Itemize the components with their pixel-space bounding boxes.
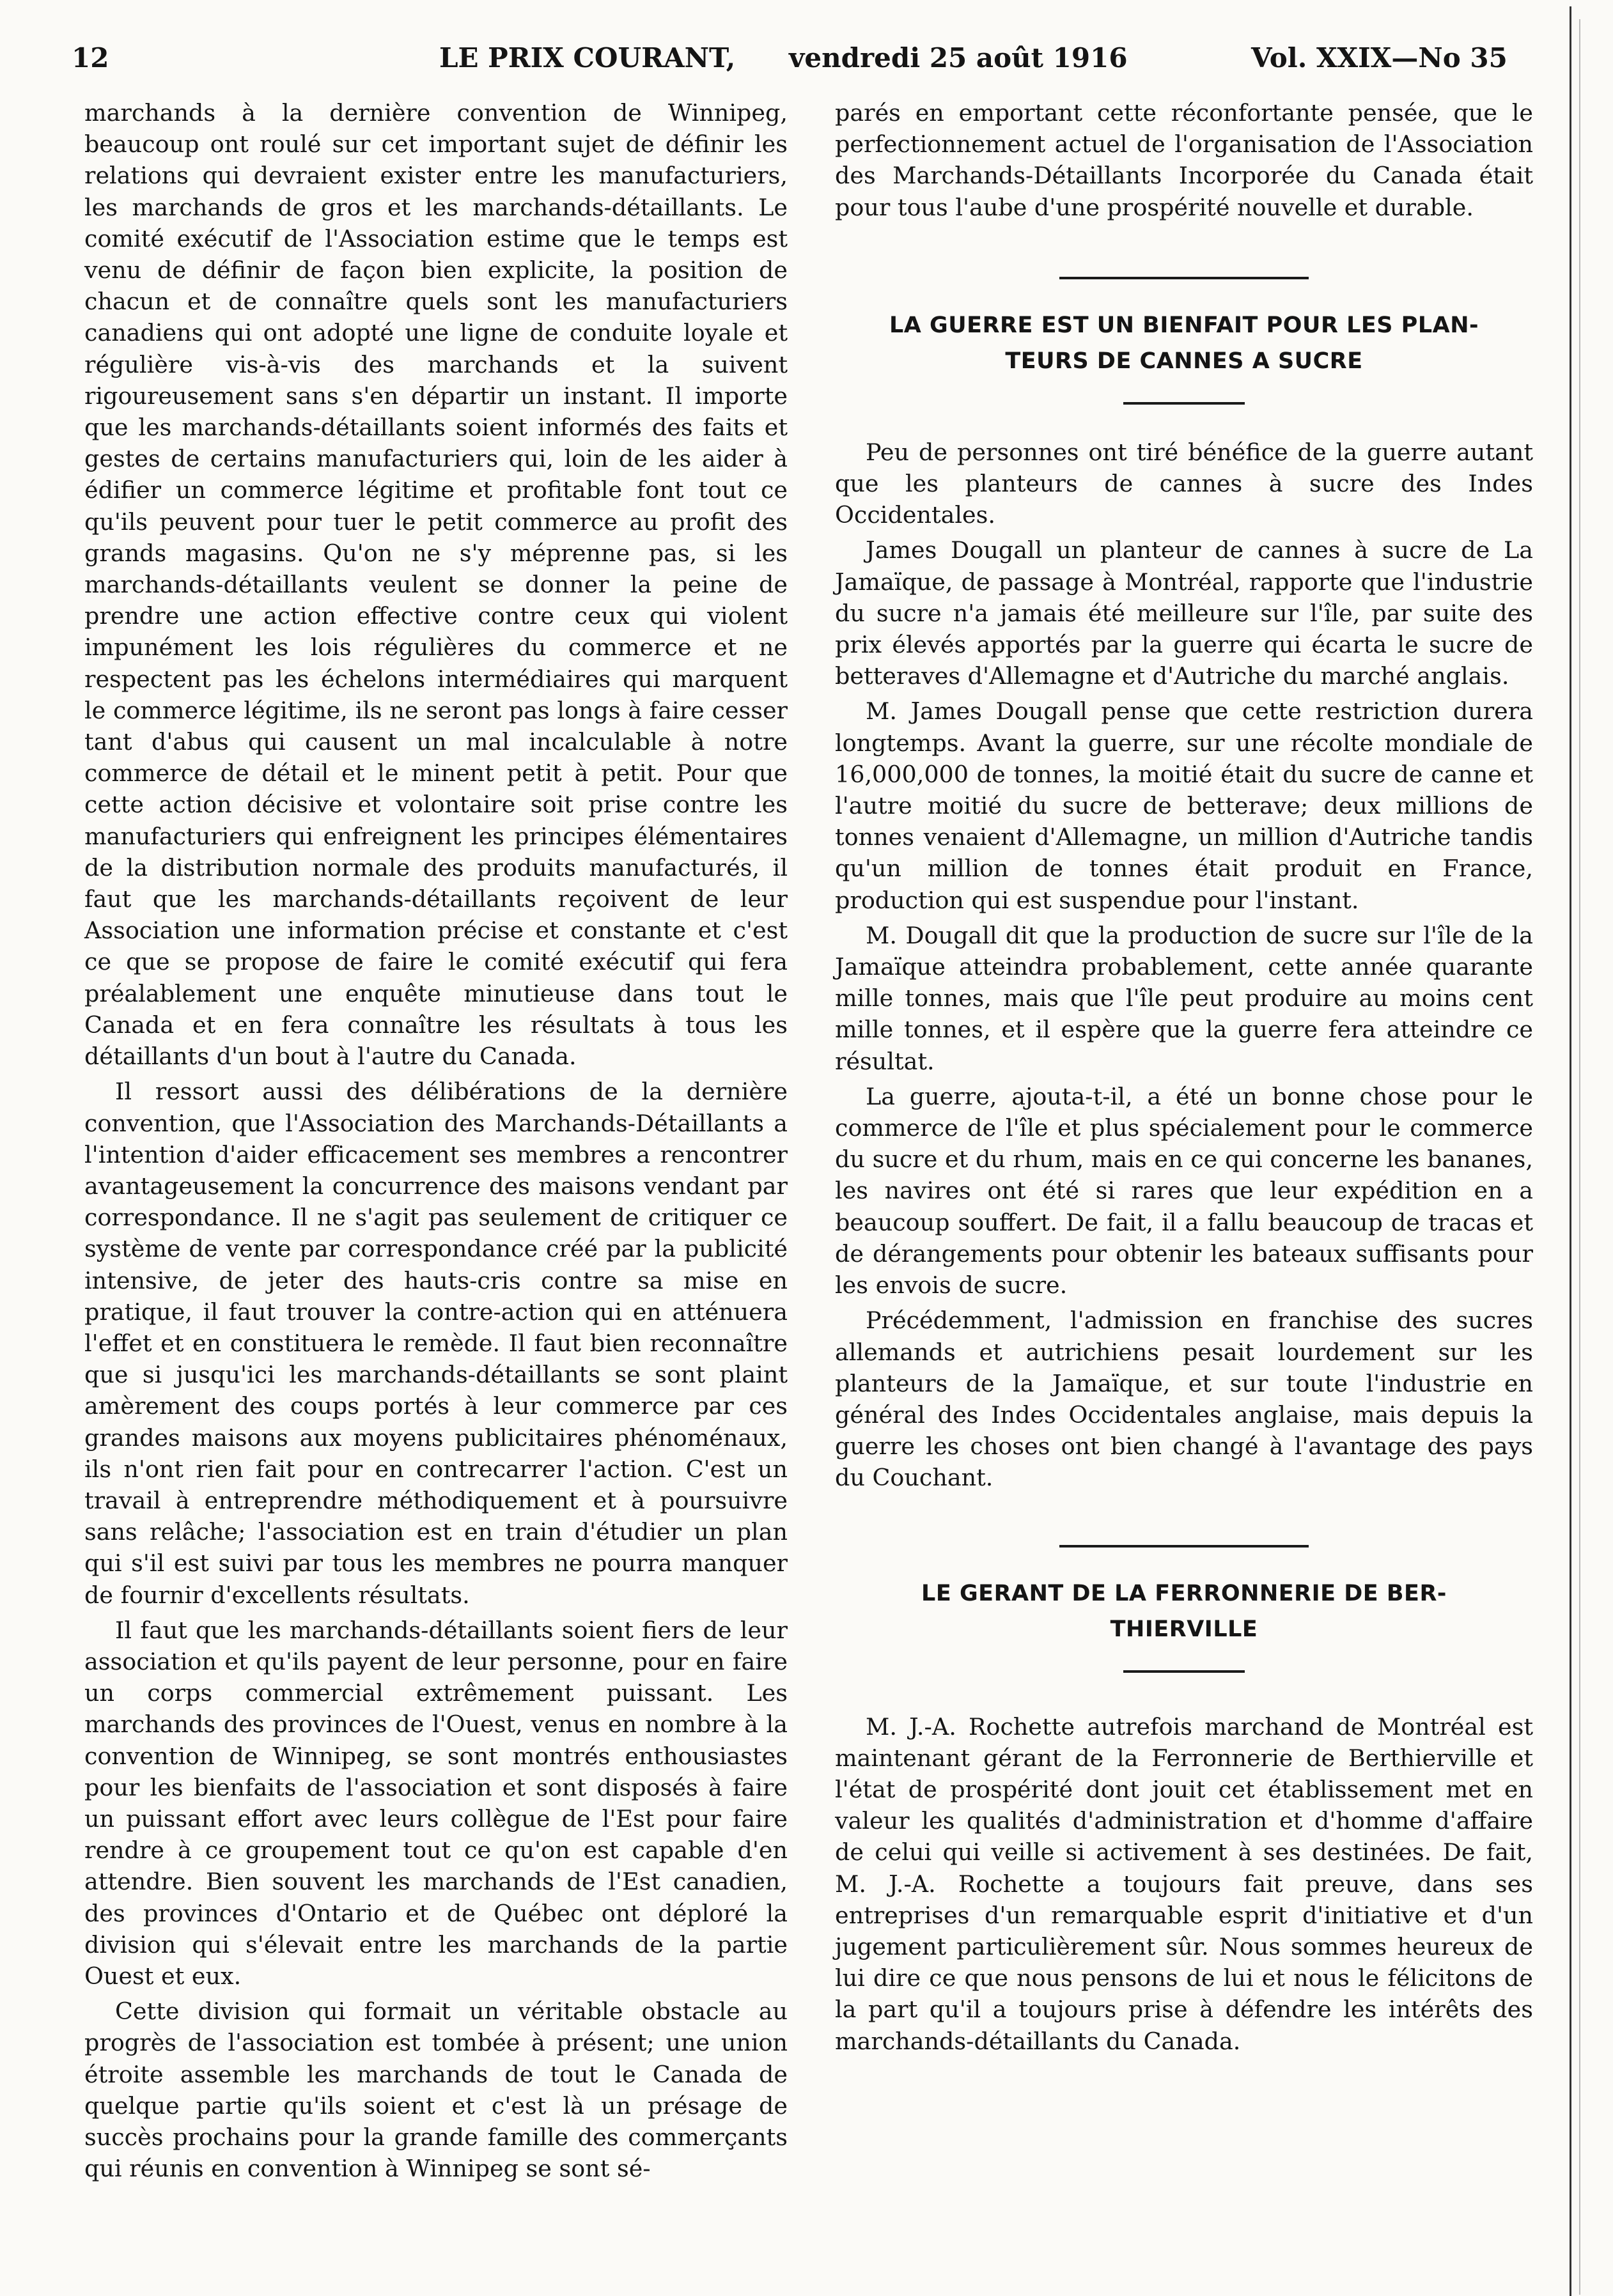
heading-line: THIERVILLE bbox=[1110, 1616, 1258, 1642]
section-divider bbox=[1059, 277, 1309, 279]
left-column bbox=[84, 97, 788, 2184]
left-paragraph: marchands à la dernière convention de Winnipeg, beaucoup ont roulé sur cet important sujet de définir les relations qui devraient exister entre les manufacturiers, les marchands de gros et les marchands-détaillants. Le comité exécutif de l'Association estime que le temps est venu de définir de façon bien explicite, la position de chacun et de connaître quels sont les manufacturiers canadiens qui ont adopté une ligne de conduite loyale et régulière vis-à-vis des marchands et la suivent rigoureusement sans s'en départir un instant. Il importe que les marchands-détaillants soient informés des faits et gestes de certains manufacturiers qui, loin de les aider à édifier un commerce légitime et profitable font tout ce qu'ils peuvent pour tuer le petit commerce au profit des grands magasins. Qu'on ne s'y méprenne pas, si les marchands-détaillants veulent se donner la peine de prendre une action effective contre ceux qui violent impunément les lois régulières du commerce et ne respectent pas les échelons intermédiaires qui marquent le commerce légitime, ils ne seront pas longs à faire cesser tant d'abus qui causent un mal incalculable à notre commerce de détail et le minent petit à petit. Pour que cette action décisive et volontaire soit prise contre les manufacturiers qui enfreignent les principes élémentaires de la distribution normale des produits manufacturés, il faut que les marchands-détaillants reçoivent de leur Association une information précise et constante et c'est ce que se propose de faire le comité exécutif qui fera préalablement une enquête minutieuse dans tout le Canada et en fera connaître les résultats à tous les détaillants d'un bout à l'autre du Canada. bbox=[84, 99, 788, 1071]
continued-paragraph: parés en emportant cette réconfortante pensée, que le perfectionnement actuel de l'organisation de l'Association des Marchands-Détaillants Incorporée du Canada était pour tous l'aube d'une prospérité nouvelle et durable. bbox=[835, 99, 1533, 221]
heading-line: LE GERANT DE LA FERRONNERIE DE BER- bbox=[921, 1580, 1447, 1606]
article-paragraph: M. Dougall dit que la production de sucre sur l'île de la Jamaïque atteindra probablement, cette année quarante mille tonnes, mais que l'île peut produire au moins cent mille tonnes, et il espère que la guerre fera atteindre ce résultat. bbox=[835, 921, 1533, 1075]
heading-line: TEURS DE CANNES A SUCRE bbox=[1005, 348, 1363, 374]
heading-underline bbox=[1123, 1670, 1245, 1673]
page-edge-shadow bbox=[1579, 19, 1580, 2295]
article-paragraph: M. James Dougall pense que cette restriction durera longtemps. Avant la guerre, sur une récolte mondiale de 16,000,000 de tonnes, la moitié était du sucre de canne et l'autre moitié du sucre de betterave; deux millions de tonnes venaient d'Allemagne, un million d'Autriche tandis qu'un million de tonnes était produit en France, production qui est suspendue pour l'instant. bbox=[835, 697, 1533, 914]
page-header bbox=[72, 42, 1510, 81]
article-heading-sugar bbox=[835, 307, 1533, 379]
article-paragraph: James Dougall un planteur de cannes à sucre de La Jamaïque, de passage à Montréal, rapporte que l'industrie du sucre n'a jamais été meilleure sur l'île, par suite des prix élevés apportés par la guerre qui écarta le sucre de betteraves d'Allemagne et d'Autriche du marché anglais. bbox=[835, 536, 1533, 690]
heading-underline bbox=[1123, 402, 1245, 405]
article-paragraph: M. J.-A. Rochette autrefois marchand de Montréal est maintenant gérant de la Ferronnerie de Berthierville et l'état de prospérité dont jouit cet établissement met en valeur les qualités d'administration et d'homme d'affaire de celui qui veille si activement à ses destinées. De fait, M. J.-A. Rochette a toujours fait preuve, dans ses entreprises d'un remarquable esprit d'initiative et d'un jugement particulièrement sûr. Nous sommes heureux de lui dire ce que nous pensons de lui et nous le félicitons de la part qu'il a toujours prise à défendre les intérêts des marchands-détaillants du Canada. bbox=[835, 1712, 1533, 2055]
publication-title: LE PRIX COURANT, bbox=[439, 42, 736, 74]
article-paragraph: La guerre, ajouta-t-il, a été un bonne chose pour le commerce de l'île et plus spécialement pour le commerce du sucre et du rhum, mais en ce qui concerne les bananes, les navires ont été si rares que leur expédition en a beaucoup souffert. De fait, il a fallu beaucoup de tracas et de dérangements pour obtenir les bateaux suffisants pour les envois de sucre. bbox=[835, 1082, 1533, 1299]
page-number: 12 bbox=[72, 42, 109, 74]
article-paragraph: Précédemment, l'admission en franchise des sucres allemands et autrichiens pesait lourdement sur les planteurs de la Jamaïque, et sur toute l'industrie en général des Indes Occidentales anglaise, mais depuis la guerre les choses ont bien changé à l'avantage des pays du Couchant. bbox=[835, 1307, 1533, 1492]
left-paragraph: Il ressort aussi des délibérations de la dernière convention, que l'Association des Marchands-Détaillants a l'intention d'aider efficacement ses membres a rencontrer avantageusement la concurrence des maisons vendant par correspondance. Il ne s'agit pas seulement de critiquer ce système de vente par correspondance créé par la publicité intensive, de jeter des hauts-cris contre sa mise en pratique, il faut trouver la contre-action qui en atténuera l'effet et en constituera le remède. Il faut bien reconnaître que si jusqu'ici les marchands-détaillants se sont plaint amèrement des coups portés à leur commerce par ces grandes maisons aux moyens publicitaires phénoménaux, ils n'ont rien fait pour en contrecarrer l'action. C'est un travail à entreprendre méthodiquement et à poursuivre sans relâche; l'association est en train d'étudier un plan qui s'il est suivi par tous les membres ne pourra manquer de fournir d'excellents résultats. bbox=[84, 1078, 788, 1609]
left-paragraph: Cette division qui formait un véritable obstacle au progrès de l'association est tombée à présent; une union étroite assemble les marchands de tout le Canada de quelque partie qu'ils soient et c'est là un présage de succès prochains pour la grande famille des commerçants qui réunis en convention à Winnipeg se sont sé- bbox=[84, 1997, 788, 2183]
right-column bbox=[835, 97, 1533, 2057]
section-divider bbox=[1059, 1545, 1309, 1547]
page-edge-line bbox=[1570, 6, 1571, 2296]
article-heading-ferronnerie bbox=[835, 1576, 1533, 1647]
heading-line: LA GUERRE EST UN BIENFAIT POUR LES PLAN- bbox=[889, 312, 1479, 338]
left-paragraph: Il faut que les marchands-détaillants soient fiers de leur association et qu'ils payent de leur personne, pour en faire un corps commercial extrêmement puissant. Les marchands des provinces de l'Ouest, venus en nombre à la convention de Winnipeg, se sont montrés enthousiastes pour les bienfaits de l'association et sont disposés à faire un puissant effort avec leurs collègue de l'Est pour faire rendre à ce groupement tout ce qu'on est capable d'en attendre. Bien souvent les marchands de l'Est canadien, des provinces d'Ontario et de Québec ont déploré la division qui s'élevait entre les marchands de la partie Ouest et eux. bbox=[84, 1616, 788, 1990]
volume-number: Vol. XXIX—No 35 bbox=[1251, 42, 1508, 74]
article-paragraph: Peu de personnes ont tiré bénéfice de la guerre autant que les planteurs de cannes à sucre des Indes Occidentales. bbox=[835, 438, 1533, 529]
issue-date: vendredi 25 août 1916 bbox=[789, 42, 1128, 74]
